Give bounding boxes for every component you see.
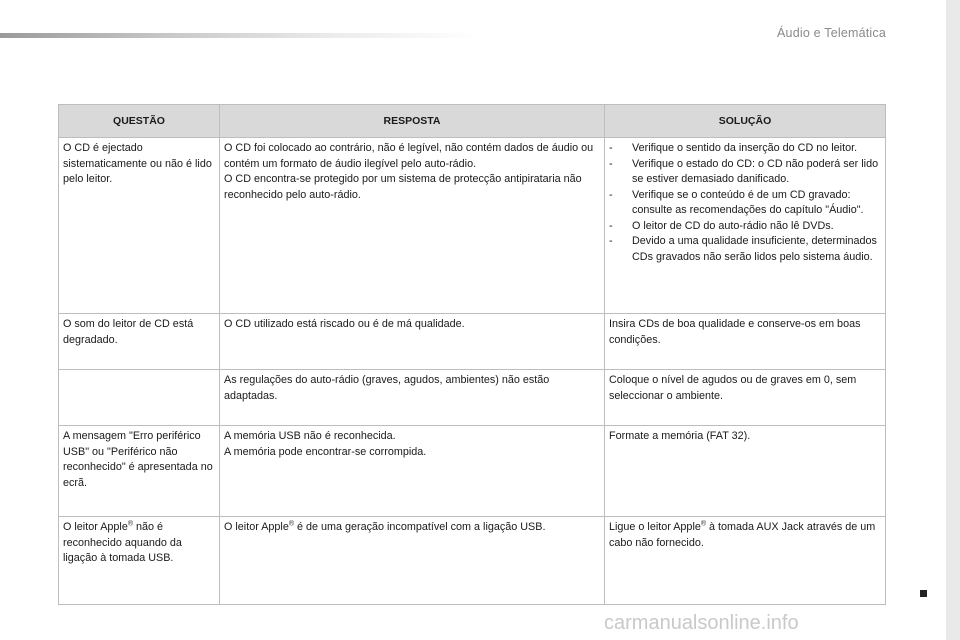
solution-item: - Devido a uma qualidade insuficiente, determinados CDs gravados não serão lidos pelo sistema áudio. (609, 234, 881, 265)
header-question: QUESTÃO (59, 105, 220, 138)
question-cell: O CD é ejectado sistematicamente ou não é lido pelo leitor. (59, 138, 220, 314)
answer-text-start: O leitor Apple (224, 521, 289, 533)
registered-mark: ® (288, 520, 294, 528)
registered-mark: ® (127, 520, 133, 528)
end-of-section-marker (920, 590, 927, 597)
table-row (59, 138, 886, 314)
answer-line: O CD foi colocado ao contrário, não é legível, não contém dados de áudio ou contém um formato de áudio ilegível pelo auto-rádio. (224, 142, 594, 170)
solution-cell (605, 517, 886, 605)
answer-text-end: é de uma geração incompatível com a ligação USB. (294, 521, 546, 533)
table-row (59, 370, 886, 426)
answer-cell (220, 426, 605, 517)
question-cell: O som do leitor de CD está degradado. (59, 314, 220, 370)
answer-line: A memória USB não é reconhecida. (224, 430, 396, 442)
solution-text-end: à tomada AUX Jack através de um cabo não fornecido. (609, 521, 876, 549)
solution-item: - Verifique o sentido da inserção do CD no leitor. (609, 141, 881, 157)
table-header-row (59, 105, 886, 138)
question-cell (59, 517, 220, 605)
watermark: carmanualsonline.info (604, 612, 799, 634)
answer-cell: O CD utilizado está riscado ou é de má qualidade. (220, 314, 605, 370)
solution-list (609, 141, 881, 265)
solution-item: - Verifique o estado do CD: o CD não poderá ser lido se estiver demasiado danificado. (609, 157, 881, 188)
question-cell-continued (59, 370, 220, 426)
header-answer: RESPOSTA (220, 105, 605, 138)
header-decorative-bar (0, 33, 480, 38)
table-row (59, 517, 886, 605)
troubleshooting-table (58, 104, 886, 605)
solution-item: - Verifique se o conteúdo é de um CD gravado: consulte as recomendações do capítulo "Áudio". (609, 188, 881, 219)
answer-cell: As regulações do auto-rádio (graves, agudos, ambientes) não estão adaptadas. (220, 370, 605, 426)
solution-item: - O leitor de CD do auto-rádio não lê DVDs. (609, 219, 881, 235)
question-cell: A mensagem "Erro periférico USB" ou "Periférico não reconhecido" é apresentada no ecrã. (59, 426, 220, 517)
question-text-start: O leitor Apple (63, 521, 128, 533)
solution-cell: Formate a memória (FAT 32). (605, 426, 886, 517)
header-solution: SOLUÇÃO (605, 105, 886, 138)
solution-cell (605, 138, 886, 314)
answer-line: O CD encontra-se protegido por um sistema de protecção antipirataria não reconhecido pelo auto-rádio. (224, 173, 582, 201)
question-text-end: não é reconhecido aquando da ligação à tomada USB. (63, 521, 182, 564)
registered-mark: ® (700, 520, 707, 528)
solution-text-start: Ligue o leitor Apple (609, 521, 701, 533)
section-title: Áudio e Telemática (777, 26, 886, 40)
answer-cell (220, 517, 605, 605)
answer-cell (220, 138, 605, 314)
page-edge-band (946, 0, 960, 640)
table-row (59, 426, 886, 517)
answer-line: A memória pode encontrar-se corrompida. (224, 445, 427, 458)
table-row (59, 314, 886, 370)
solution-cell: Coloque o nível de agudos ou de graves em 0, sem seleccionar o ambiente. (605, 370, 886, 426)
solution-cell: Insira CDs de boa qualidade e conserve-os em boas condições. (605, 314, 886, 370)
